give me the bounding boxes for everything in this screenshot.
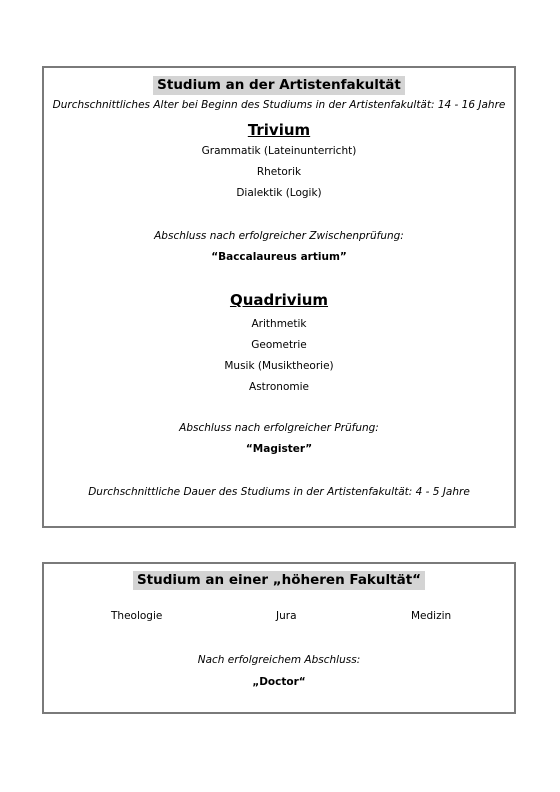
duration-note: Durchschnittliche Dauer des Studiums in der Artistenfakultät: 4 - 5 Jahre	[88, 486, 470, 498]
faculty-medicine: Medizin	[411, 610, 452, 622]
quadrivium-heading: Quadrivium	[229, 291, 329, 309]
artist-faculty-box	[42, 66, 516, 528]
higher-faculty-box	[42, 562, 516, 714]
quadrivium-subject: Musik (Musiktheorie)	[224, 360, 334, 372]
trivium-subject: Grammatik (Lateinunterricht)	[201, 145, 357, 157]
artist-faculty-title-row	[44, 74, 514, 95]
faculty-law: Jura	[276, 610, 297, 622]
trivium-exam-note: Abschluss nach erfolgreicher Zwischenprüfung:	[154, 230, 404, 242]
quadrivium-subject: Astronomie	[249, 381, 309, 393]
quadrivium-exam-note: Abschluss nach erfolgreicher Prüfung:	[179, 422, 379, 434]
higher-faculty-degree: „Doctor“	[252, 676, 306, 688]
trivium-heading: Trivium	[247, 121, 311, 139]
quadrivium-degree: “Magister”	[245, 443, 313, 455]
higher-faculty-title: Studium an einer „höheren Fakultät“	[133, 571, 425, 590]
quadrivium-subject: Arithmetik	[251, 318, 307, 330]
trivium-subject: Rhetorik	[256, 166, 302, 178]
faculty-theology: Theologie	[111, 610, 163, 622]
trivium-degree: “Baccalaureus artium”	[211, 251, 347, 263]
higher-faculty-exam-note: Nach erfolgreichem Abschluss:	[197, 654, 361, 666]
age-note: Durchschnittliches Alter bei Beginn des Studiums in der Artistenfakultät: 14 - 16 Jahre	[52, 99, 506, 111]
trivium-subject: Dialektik (Logik)	[236, 187, 322, 199]
quadrivium-subject: Geometrie	[251, 339, 307, 351]
artist-faculty-title: Studium an der Artistenfakultät	[153, 76, 405, 95]
higher-faculty-title-row	[44, 569, 514, 590]
